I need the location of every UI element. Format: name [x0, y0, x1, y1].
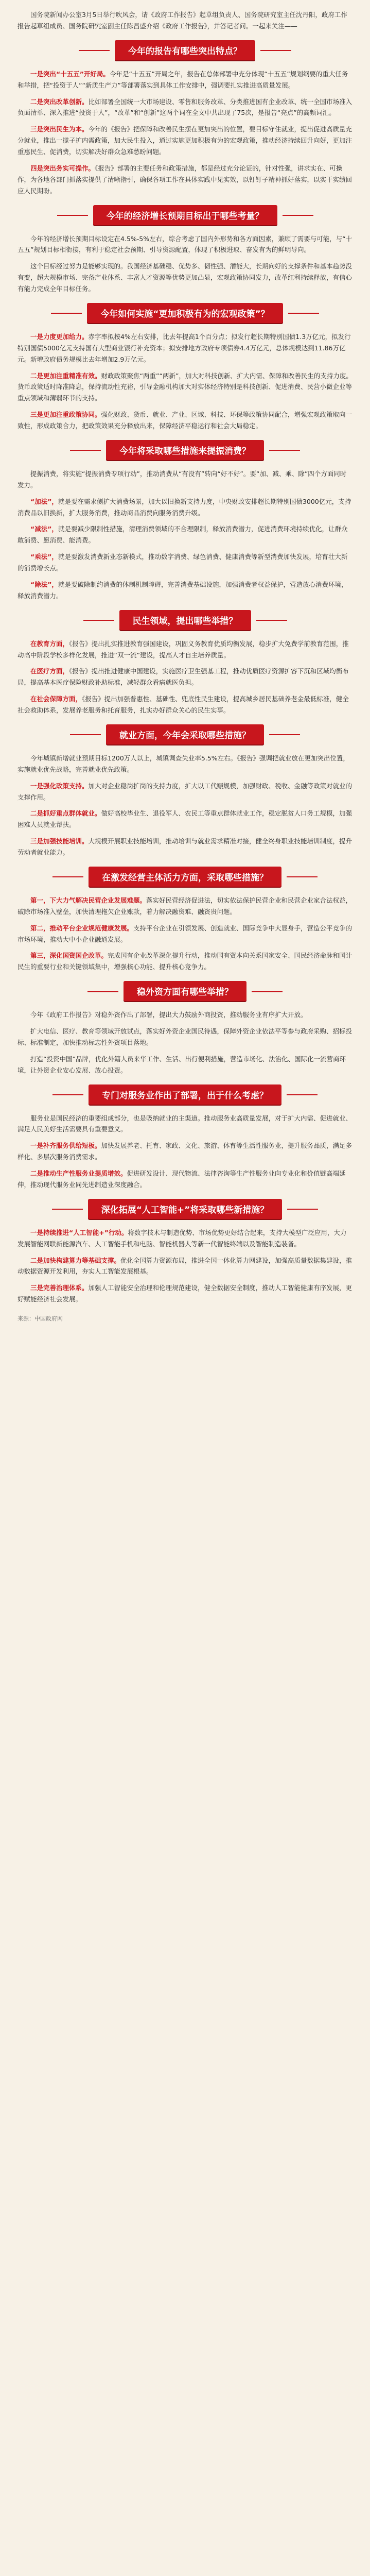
- paragraph-text: 促进研发设计、现代物流、法律咨询等生产性服务业向专业化和价值链高端延伸，推动现代服务业同先进制造业深度融合。: [17, 1170, 346, 1189]
- paragraph-lead: 第三，深化国资国企改革。: [30, 952, 108, 960]
- section-banner-wrap: [17, 303, 353, 323]
- paragraph-text: 支持平台企业在引领发展、创造就业、国际竞争中大显身手，营造公平竞争的市场环境，推动大中小企业融通发展。: [17, 924, 353, 943]
- paragraph-lead: 二是抓好重点群体就业。: [30, 809, 101, 818]
- section-paragraph: [17, 523, 353, 546]
- section-banner: 就业方面，今年会采取哪些措施？: [106, 724, 264, 744]
- paragraph-text: 就是要减少限制性措施，清理消费领域的不合理限制，释放消费潜力，促进消费环境持续优化，让群众敢消费、愿消费、能消费。: [17, 525, 348, 545]
- section-banner: 稳外资方面有哪些举措？: [124, 981, 246, 1001]
- section-paragraph: [17, 1168, 353, 1191]
- section-banner-wrap: [17, 1199, 353, 1219]
- section-paragraph: [17, 551, 353, 574]
- paragraph-lead: “乘法”，: [30, 553, 58, 561]
- paragraph-text: 就是要激发消费新业态新模式，推动数字消费、绿色消费、健康消费等新型消费加快发展，培育壮大新的消费增长点。: [17, 553, 348, 572]
- paragraph-lead: 二是更加注重精准有效。: [30, 371, 101, 380]
- paragraph-lead: 四是突出务实可操作。: [30, 164, 95, 172]
- section-paragraph: [17, 496, 353, 519]
- section-paragraph: [17, 1255, 353, 1278]
- section-paragraph: [17, 579, 353, 602]
- paragraph-text: 今年《政府工作报告》对稳外资作出了部署，提出大力鼓励外商投资，推动服务业有序扩大开放。: [30, 1011, 307, 1019]
- paragraph-lead: “加法”，: [30, 497, 58, 505]
- paragraph-text: 优化全国算力资源布局，推进全国一体化算力网建设，加强高质量数据集建设，推动数据资源开发利用，夯实人工智能发展根基。: [17, 1256, 353, 1276]
- paragraph-lead: 二是推动生产性服务业提质增效。: [30, 1170, 127, 1177]
- section-banner: 今年的报告有哪些突出特点？: [115, 40, 255, 60]
- section-banner: 专门对服务业作出了部署，出于什么考虑？: [89, 1084, 281, 1105]
- source-footer: 来源：中国政府网: [17, 1315, 63, 1322]
- section-banner: 在激发经营主体活力方面，采取哪些措施？: [89, 867, 281, 887]
- paragraph-lead: 二是突出改革创新。: [30, 97, 89, 106]
- paragraph-lead: 二是加快构建算力等基础支撑。: [30, 1256, 121, 1264]
- section-banner-wrap: [17, 40, 353, 60]
- section-paragraph: [17, 753, 353, 775]
- paragraph-lead: “减法”，: [30, 525, 58, 533]
- paragraph-text: 今年是“十五五”开局之年，报告在总体部署中充分体现“十五五”规划纲要的重大任务和举措，把“投资于人”“新质生产力”等部署落实到具体工作安排中，强调要扎实推进高质量发展。: [17, 70, 348, 89]
- intro-paragraph: 国务院新闻办公室3月5日举行吹风会，请《政府工作报告》起草组负责人、国务院研究室主任沈丹阳，政府工作报告起草组成员、国务院研究室副主任陈昌盛介绍《政府工作报告》，并答记者问。一起来关注——: [17, 11, 347, 30]
- section-paragraph: [17, 1140, 353, 1163]
- section-paragraph: [17, 1009, 353, 1021]
- section-paragraph: [17, 808, 353, 831]
- section-paragraph: [17, 124, 353, 158]
- section-paragraph: [17, 370, 353, 404]
- paragraph-text: 加快发展养老、托育、家政、文化、旅游、体育等生活性服务业，提升服务品质，满足多样化、多层次服务消费需求。: [17, 1142, 353, 1161]
- section-paragraph: [17, 163, 353, 197]
- paragraph-lead: 一是力度更加给力。: [30, 332, 89, 341]
- section-paragraph: [17, 1282, 353, 1305]
- paragraph-text: 《报告》提出推进健康中国建设，实施医疗卫生强基工程，推动优质医疗资源扩容下沉和区域均衡布局，提高基本医疗保险财政补助标准，减轻群众看病就医负担。: [17, 667, 349, 687]
- paragraph-text: 扩大电信、医疗、教育等领域开放试点，落实好外资企业国民待遇，保障外资企业依法平等参与政府采购、招标投标、标准制定，加快推动标志性外资项目落地。: [17, 1027, 353, 1046]
- paragraph-text: 大规模开展职业技能培训，推动培训与就业需求精准对接，健全终身职业技能培训制度，提升劳动者就业能力。: [17, 837, 353, 856]
- paragraph-lead: 在医疗方面，: [30, 667, 69, 675]
- section-paragraph: [17, 261, 353, 295]
- paragraph-lead: 在教育方面，: [30, 639, 69, 648]
- section-banner-wrap: [17, 724, 353, 744]
- section-banner: 今年将采取哪些措施来提振消费？: [106, 440, 264, 460]
- section-paragraph: [17, 1026, 353, 1048]
- sections: [17, 40, 353, 1305]
- section-banner-wrap: [17, 610, 353, 630]
- section-banner-wrap: [17, 205, 353, 225]
- section-banner-wrap: [17, 1084, 353, 1105]
- paragraph-text: 加强人工智能安全治理和伦理规范建设，健全数据安全制度，推动人工智能健康有序发展，更好赋能经济社会发展。: [17, 1284, 353, 1303]
- section-banner-wrap: [17, 867, 353, 887]
- paragraph-lead: 第二，推动平台企业规范健康发展。: [30, 924, 134, 932]
- paragraph-text: 就是要在需求侧扩大消费场景，加大以旧换新支持力度，中央财政安排超长期特别国债3000亿元，支持消费品以旧换新，扩大服务消费，推动商品消费向服务消费升级。: [17, 497, 351, 517]
- section-paragraph: [17, 468, 353, 491]
- section-paragraph: [17, 409, 353, 432]
- paragraph-text: 做好高校毕业生、退役军人、农民工等重点群体就业工作，稳定脱贫人口务工规模，加强困难人员就业帮扶。: [17, 809, 353, 829]
- paragraph-lead: 在社会保障方面，: [30, 695, 82, 703]
- section-paragraph: [17, 233, 353, 256]
- paragraph-text: 财政政策聚焦“两重”“两新”，加大对科技创新、扩大内需、保障和改善民生的支持力度。货币政策适时降准降息，保持流动性充裕，引导金融机构加大对实体经济特别是科技创新、促进消费、民营小微企业等重点领域和薄弱环节的支持。: [17, 371, 353, 402]
- paragraph-lead: 一是强化政策支持。: [30, 782, 89, 790]
- paragraph-lead: 三是突出民生为本。: [30, 125, 89, 133]
- paragraph-text: 今年的经济增长预期目标设定在4.5%-5%左右，综合考虑了国内外形势和各方面因素，兼顾了需要与可能，与“十五五”规划目标相衔接，有利于稳定社会预期、引导资源配置，体现了积极进取、奋发有为的鲜明导向。: [17, 234, 353, 254]
- paragraph-text: 《报告》提出扎实推进教育强国建设，巩固义务教育优质均衡发展，稳步扩大免费学前教育范围，推动高中阶段学校多样化发展，推进“双一流”建设，提高人才自主培养质量。: [17, 639, 349, 659]
- paragraph-lead: 第一，下大力气解决民营企业发展难题。: [30, 896, 147, 904]
- section-paragraph: [17, 693, 353, 716]
- paragraph-lead: 一是补齐服务供给短板。: [30, 1142, 101, 1150]
- paragraph-text: 提振消费，将实施“提振消费专项行动”，推动消费从“有没有”转向“好不好”。要“加、减、乘、除”四个方面同时发力。: [17, 469, 347, 489]
- section-paragraph: [17, 836, 353, 858]
- section-banner-wrap: [17, 440, 353, 460]
- section-paragraph: [17, 1054, 353, 1076]
- paragraph-text: 加大对企业稳岗扩岗的支持力度，扩大以工代赈规模，加强财政、税收、金融等政策对就业的支撑作用。: [17, 782, 353, 801]
- paragraph-lead: 三是加强技能培训。: [30, 837, 89, 845]
- paragraph-lead: 一是突出“十五五”开好局。: [30, 70, 110, 78]
- paragraph-lead: “除法”，: [30, 580, 58, 588]
- section-paragraph: [17, 666, 353, 688]
- paragraph-text: 服务业是国民经济的重要组成部分，也是吸纳就业的主渠道。推动服务业高质量发展，对于扩大内需、促进就业、满足人民美好生活需要具有重要意义。: [17, 1114, 353, 1133]
- section-paragraph: [17, 923, 353, 945]
- section-paragraph: [17, 638, 353, 661]
- paragraph-text: 打造“投资中国”品牌，优化外籍人员来华工作、生活、出行便利措施，营造市场化、法治化、国际化一流营商环境，让外资企业安心发展、放心投资。: [17, 1055, 346, 1074]
- paragraph-text: 这个目标经过努力是能够实现的。我国经济基础稳、优势多、韧性强、潜能大，长期向好的支撑条件和基本趋势没有变，超大规模市场、完备产业体系、丰富人才资源等优势更加凸显，宏观政策协同发力，改革红利持续释放，有信心有能力完成全年目标任务。: [17, 262, 353, 293]
- paragraph-lead: 三是完善治理体系。: [30, 1284, 89, 1292]
- paragraph-text: 今年的《报告》把保障和改善民生摆在更加突出的位置，要目标守住就业，提出促进高质量充分就业，推出一揽子扩内需政策，加大民生投入，通过实施更加积极有为的宏观政策，推动经济持续回升向好，更加注重惠民生、促消费，切实解决好群众急难愁盼问题。: [17, 125, 353, 156]
- section-paragraph: [17, 781, 353, 803]
- paragraph-text: 赤字率拟按4%左右安排，比去年提高1个百分点；拟发行超长期特别国债1.3万亿元，拟发行特别国债5000亿元支持国有大型商业银行补充资本；拟安排地方政府专项债券4.4万亿元，总体规模达到11.86万亿元。新增政府债务规模比去年增加2.9万亿元。: [17, 332, 351, 363]
- section-paragraph: [17, 1227, 353, 1250]
- section-paragraph: [17, 96, 353, 119]
- section-banner: 深化拓展“人工智能+”将采取哪些新措施？: [88, 1199, 283, 1219]
- section-paragraph: [17, 69, 353, 91]
- section-paragraph: [17, 950, 353, 973]
- section-banner: 民生领域，提出哪些举措？: [119, 610, 251, 630]
- paragraph-text: 就是要破除制约消费的体制机制障碍，完善消费基础设施，加强消费者权益保护，营造放心消费环境，释放消费潜力。: [17, 580, 348, 600]
- paragraph-text: 比如部署全国统一大市场建设、零售和服务改革、分类推进国有企业改革、统一全国市场准入负面清单、深入推进“投资于人”，“改革”和“创新”这两个词在全文中共出现了75次，是报告“亮点”的高频词汇。: [17, 97, 353, 117]
- paragraph-lead: 三是更加注重政策协同。: [30, 411, 101, 419]
- section-paragraph: [17, 331, 353, 365]
- paragraph-text: 落实好民营经济促进法，切实依法保护民营企业和民营企业家合法权益，破除市场准入壁垒，加快清理拖欠企业账款，着力解决融资难、融资贵问题。: [17, 896, 353, 916]
- paragraph-text: 完成国有企业改革深化提升行动，推动国有资本向关系国家安全、国民经济命脉和国计民生的重要行业和关键领域集中，增强核心功能、提升核心竞争力。: [17, 952, 353, 971]
- paragraph-text: 《报告》部署的主要任务和政策措施，都是经过充分论证的，针对性强，讲求实在、可操作，为各地各部门抓落实提供了清晰指引，确保各项工作在具体实践中见实效，以钉钉子精神抓好落实，以实干实绩回应人民期盼。: [17, 164, 353, 195]
- section-banner: 今年如何实施“更加积极有为的宏观政策”？: [87, 303, 283, 323]
- paragraph-text: 《报告》提出加强普惠性、基础性、兜底性民生建设，提高城乡居民基础养老金最低标准，健全社会救助体系，发展养老服务和托育服务，扎实办好群众关心的民生实事。: [17, 695, 349, 714]
- section-banner-wrap: [17, 981, 353, 1001]
- paragraph-lead: 一是持续推进“人工智能+”行动。: [30, 1228, 128, 1236]
- paragraph-text: 强化财政、货币、就业、产业、区域、科技、环保等政策协同配合，增强宏观政策取向一致性，形成政策合力，把政策效果充分释放出来，保障经济平稳运行和社会大局稳定。: [17, 411, 353, 430]
- paragraph-text: 今年城镇新增就业预期目标1200万人以上，城镇调查失业率5.5%左右。《报告》强调把就业放在更加突出位置，实施就业优先战略，完善就业优先政策。: [17, 754, 349, 773]
- section-paragraph: [17, 895, 353, 918]
- section-paragraph: [17, 1113, 353, 1136]
- paragraph-text: 将数字技术与制造优势、市场优势更好结合起来，支持大模型广泛应用，大力发展智能网联新能源汽车、人工智能手机和电脑、智能机器人等新一代智能终端以及智能制造装备。: [17, 1228, 347, 1248]
- section-banner: 今年的经济增长预期目标出于哪些考量？: [93, 205, 277, 225]
